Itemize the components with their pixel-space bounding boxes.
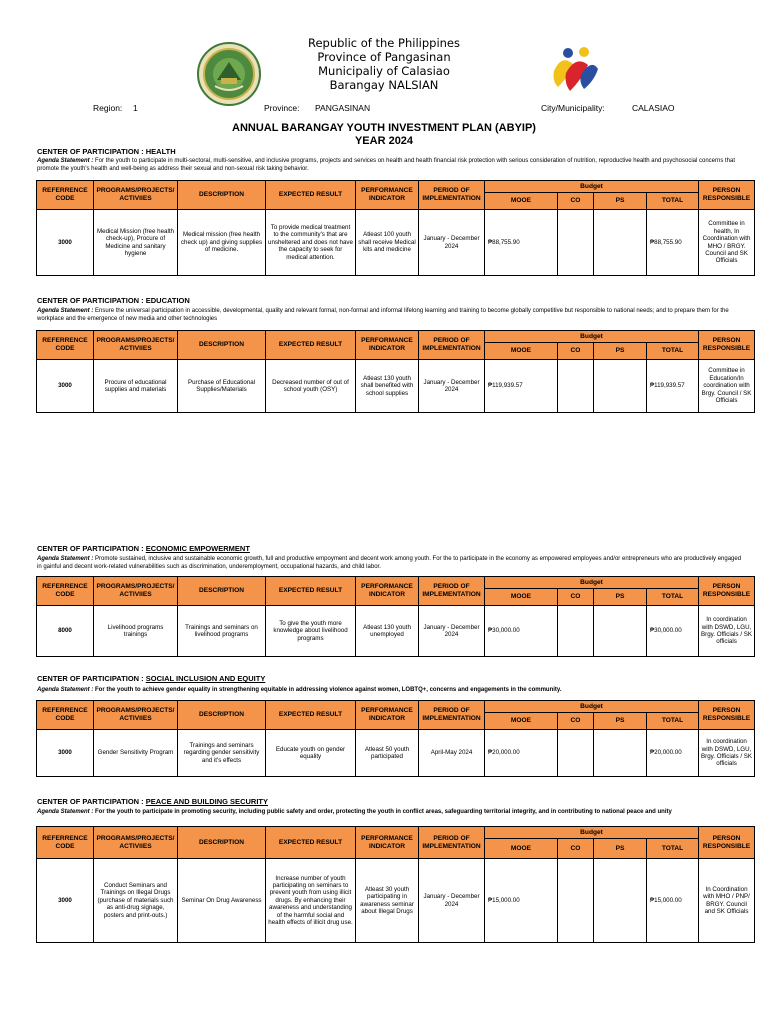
agenda-text: For the youth to participate in multi-sectoral, multi-sensitive, and inclusive programs, projects and services on health and health financial risk protection with serious consideration of nutrition, reproductive health and psychosocial concerns that promote the youth's health and well-being as address their sexual and non-sexual risk taking behavior. <box>37 158 736 172</box>
header-ps: PS <box>594 589 647 606</box>
table-row <box>37 210 755 276</box>
region-label: Region: <box>93 103 123 113</box>
header-reference-code: REFERRENCE CODE <box>37 577 94 606</box>
cell-mooe: ₱20,000.00 <box>485 730 558 777</box>
agenda-text: For the youth to participate in promoting security, including public safety and order, protecting the youth in conflict areas, safeguarding territorial integrity, and in contributing to national peace and unity <box>95 809 672 815</box>
header-ps: PS <box>594 713 647 730</box>
cell-expected-result: Increase number of youth participating on seminars to prevent youth from using illicit drugs. By enhancing their awareness and understanding of the harmful social and health effects of illicit drug use. <box>266 859 356 943</box>
cell-co <box>558 730 594 777</box>
header-period: PERIOD OF IMPLEMENTATION <box>419 181 485 210</box>
header-ps: PS <box>594 839 647 859</box>
cell-performance-indicator: Atleast 30 youth participating in awareness seminar about Illegal Drugs <box>356 859 419 943</box>
cell-person-responsible: Committee in Education/In coordination with Brgy. Council / SK Officials <box>699 360 755 413</box>
header-period: PERIOD OF IMPLEMENTATION <box>419 577 485 606</box>
municipality-line: Municipaliy of Calasiao <box>318 64 450 78</box>
header-programs: PROGRAMS/PROJECTS/ ACTIVIIES <box>94 181 178 210</box>
agenda-statement <box>37 308 742 323</box>
year-title: YEAR 2024 <box>354 135 414 147</box>
header-co: CO <box>558 589 594 606</box>
header-person-responsible: PERSON RESPONSIBLE <box>699 701 755 730</box>
header-budget: Budget <box>485 701 699 713</box>
header-person-responsible: PERSON RESPONSIBLE <box>699 827 755 859</box>
cop-name: HEALTH <box>145 147 176 156</box>
agenda-statement <box>37 158 742 173</box>
header-co: CO <box>558 343 594 360</box>
cell-reference-code: 3000 <box>37 730 94 777</box>
page-title: ANNUAL BARANGAY YOUTH INVESTMENT PLAN (ABYIP) <box>232 122 536 134</box>
cell-program: Medical Mission (free health check-up), Procure of Medicine and sanitary hygiene <box>94 210 178 276</box>
cell-period: January - December 2024 <box>419 859 485 943</box>
cell-co <box>558 859 594 943</box>
agenda-label: Agenda Statement : <box>37 556 96 562</box>
header-total: TOTAL <box>647 839 699 859</box>
investment-table <box>36 330 755 413</box>
cell-person-responsible: In Coordination with MHO / PNP/ BRGY. Council and SK Officials <box>699 859 755 943</box>
cell-performance-indicator: Atleast 130 youth shall benefited with school supplies <box>356 360 419 413</box>
agenda-statement <box>37 809 742 817</box>
header-mooe: MOOE <box>485 713 558 730</box>
header-programs: PROGRAMS/PROJECTS/ ACTIVIIES <box>94 331 178 360</box>
cell-performance-indicator: Atleast 100 youth shall receive Medical kits and medicine <box>356 210 419 276</box>
cell-person-responsible: In coordination with DSWD, LGU, Brgy. Officials / SK officials <box>699 606 755 657</box>
agenda-statement <box>37 556 742 571</box>
header-programs: PROGRAMS/PROJECTS/ ACTIVIIES <box>94 827 178 859</box>
cop-label: CENTER OF PARTICIPATION : <box>37 147 146 156</box>
cell-expected-result: To give the youth more knowledge about livelihood programs <box>266 606 356 657</box>
table-row <box>37 859 755 943</box>
cell-description: Purchase of Educational Supplies/Materials <box>178 360 266 413</box>
header-expected-result: EXPECTED RESULT <box>266 331 356 360</box>
cop-name: EDUCATION <box>145 296 190 305</box>
cell-period: April-May 2024 <box>419 730 485 777</box>
agenda-statement <box>37 687 742 695</box>
cell-mooe: ₱15,000.00 <box>485 859 558 943</box>
header-reference-code: REFERRENCE CODE <box>37 181 94 210</box>
agenda-label: Agenda Statement : <box>37 308 96 314</box>
cell-performance-indicator: Atleast 50 youth participated <box>356 730 419 777</box>
cell-total: ₱119,939.57 <box>647 360 699 413</box>
header-programs: PROGRAMS/PROJECTS/ ACTIVIIES <box>94 577 178 606</box>
header-description: DESCRIPTION <box>178 331 266 360</box>
cell-description: Seminar On Drug Awareness <box>178 859 266 943</box>
cop-label: CENTER OF PARTICIPATION : <box>37 674 146 683</box>
header-budget: Budget <box>485 827 699 839</box>
cell-reference-code: 3000 <box>37 210 94 276</box>
cell-ps <box>594 730 647 777</box>
province-label: Province: <box>264 103 300 113</box>
center-of-participation-heading <box>37 674 265 683</box>
header-budget: Budget <box>485 181 699 193</box>
cell-program: Conduct Seminars and Trainings on Illegal Drugs (purchase of materials such as anti-drug signage, posters and print-outs.) <box>94 859 178 943</box>
cell-program: Livelihood programs trainings <box>94 606 178 657</box>
header-performance-indicator: PERFORMANCE INDICATOR <box>356 701 419 730</box>
center-of-participation-heading <box>37 296 190 305</box>
investment-table <box>36 826 755 943</box>
cell-description: Trainings and seminars regarding gender sensitivity and it's effects <box>178 730 266 777</box>
cell-mooe: ₱30,000.00 <box>485 606 558 657</box>
header-mooe: MOOE <box>485 193 558 210</box>
cell-ps <box>594 859 647 943</box>
investment-table <box>36 700 755 777</box>
cell-description: Trainings and seminars on livelihood programs <box>178 606 266 657</box>
cell-expected-result: Educate youth on gender equality <box>266 730 356 777</box>
header-performance-indicator: PERFORMANCE INDICATOR <box>356 827 419 859</box>
header-total: TOTAL <box>647 589 699 606</box>
header-co: CO <box>558 193 594 210</box>
center-of-participation-heading <box>37 544 250 553</box>
header-expected-result: EXPECTED RESULT <box>266 577 356 606</box>
header-description: DESCRIPTION <box>178 827 266 859</box>
city-value: CALASIAO <box>632 103 675 113</box>
header-ps: PS <box>594 193 647 210</box>
cell-expected-result: Decreased number of out of school youth (OSY) <box>266 360 356 413</box>
cop-label: CENTER OF PARTICIPATION : <box>37 797 146 806</box>
agenda-text: Ensure the universal participation in accessible, developmental, quality and relevant formal, non-formal and informal lifelong learning and training to become globally competitive but responsible to national needs; and to prepare them for the workplace and the emergence of new media and other technologies <box>37 308 729 322</box>
header-ps: PS <box>594 343 647 360</box>
center-of-participation-heading <box>37 797 268 806</box>
agenda-text: For the youth to achieve gender equality in strengthening equitable in addressing violence against women, LOBTQ+, concerns and engagements in the community. <box>95 687 562 693</box>
cell-person-responsible: Committee in health, In Coordination with MHO / BRGY. Council and SK Officials <box>699 210 755 276</box>
cop-name: SOCIAL INCLUSION AND EQUITY <box>145 674 266 683</box>
region-value: 1 <box>133 103 138 113</box>
cell-total: ₱20,000.00 <box>647 730 699 777</box>
cell-reference-code: 3000 <box>37 859 94 943</box>
cell-mooe: ₱88,755.90 <box>485 210 558 276</box>
header-mooe: MOOE <box>485 839 558 859</box>
header-mooe: MOOE <box>485 589 558 606</box>
cell-period: January - December 2024 <box>419 210 485 276</box>
table-row <box>37 360 755 413</box>
header-total: TOTAL <box>647 343 699 360</box>
investment-table <box>36 180 755 276</box>
agenda-label: Agenda Statement : <box>37 809 96 815</box>
barangay-line: Barangay NALSIAN <box>329 78 439 92</box>
cell-program: Procure of educational supplies and materials <box>94 360 178 413</box>
province-value: PANGASINAN <box>315 103 371 113</box>
header-person-responsible: PERSON RESPONSIBLE <box>699 577 755 606</box>
republic-line: Republic of the Philippines <box>307 36 461 50</box>
city-label: City/Municipality: <box>541 103 605 113</box>
header-mooe: MOOE <box>485 343 558 360</box>
header-reference-code: REFERRENCE CODE <box>37 701 94 730</box>
header-description: DESCRIPTION <box>178 181 266 210</box>
cell-co <box>558 360 594 413</box>
cop-label: CENTER OF PARTICIPATION : <box>37 544 146 553</box>
header-person-responsible: PERSON RESPONSIBLE <box>699 181 755 210</box>
cell-expected-result: To provide medical treatment to the community's that are unsheltered and does not have the capacity to seek for medical attention. <box>266 210 356 276</box>
header-budget: Budget <box>485 577 699 589</box>
header-period: PERIOD OF IMPLEMENTATION <box>419 331 485 360</box>
sk-logo-icon <box>548 43 602 97</box>
cell-reference-code: 3000 <box>37 360 94 413</box>
header-expected-result: EXPECTED RESULT <box>266 827 356 859</box>
cell-person-responsible: In coordination with DSWD, LGU, Brgy. Officials / SK officials <box>699 730 755 777</box>
header-programs: PROGRAMS/PROJECTS/ ACTIVIIES <box>94 701 178 730</box>
header-performance-indicator: PERFORMANCE INDICATOR <box>356 181 419 210</box>
header-person-responsible: PERSON RESPONSIBLE <box>699 331 755 360</box>
province-line: Province of Pangasinan <box>317 50 451 64</box>
header-period: PERIOD OF IMPLEMENTATION <box>419 827 485 859</box>
cell-ps <box>594 360 647 413</box>
header-performance-indicator: PERFORMANCE INDICATOR <box>356 331 419 360</box>
header-total: TOTAL <box>647 713 699 730</box>
header-period: PERIOD OF IMPLEMENTATION <box>419 701 485 730</box>
agenda-label: Agenda Statement : <box>37 158 96 164</box>
agenda-text: Promote sustained, inclusive and sustainable economic growth, full and productive empoyment and decent work among youth. For the to participate in the economy as empowered employees and/or entrepreneurs who are productively engaged in gainful and decent work-related vulnerabilities such as discrimination, underemployment, occupational hazards, and child labor. <box>37 556 742 570</box>
header-description: DESCRIPTION <box>178 577 266 606</box>
cop-label: CENTER OF PARTICIPATION : <box>37 296 146 305</box>
cell-program: Gender Sensitivity Program <box>94 730 178 777</box>
cell-period: January - December 2024 <box>419 606 485 657</box>
header-expected-result: EXPECTED RESULT <box>266 181 356 210</box>
cop-name: PEACE AND BUILDING SECURITY <box>145 797 268 806</box>
cop-name: ECONOMIC EMPOWERMENT <box>145 544 250 553</box>
header-performance-indicator: PERFORMANCE INDICATOR <box>356 577 419 606</box>
cell-total: ₱15,000.00 <box>647 859 699 943</box>
cell-ps <box>594 606 647 657</box>
table-row <box>37 730 755 777</box>
header-co: CO <box>558 713 594 730</box>
cell-ps <box>594 210 647 276</box>
investment-table <box>36 576 755 657</box>
cell-performance-indicator: Atleast 130 youth unemployed <box>356 606 419 657</box>
header-description: DESCRIPTION <box>178 701 266 730</box>
cell-reference-code: 8000 <box>37 606 94 657</box>
cell-total: ₱30,000.00 <box>647 606 699 657</box>
table-row <box>37 606 755 657</box>
cell-period: January - December 2024 <box>419 360 485 413</box>
header-co: CO <box>558 839 594 859</box>
center-of-participation-heading <box>37 147 176 156</box>
cell-description: Medical mission (free health check up) and giving supplies of medicine. <box>178 210 266 276</box>
cell-total: ₱88,755.90 <box>647 210 699 276</box>
header-total: TOTAL <box>647 193 699 210</box>
header-reference-code: REFERRENCE CODE <box>37 331 94 360</box>
header-reference-code: REFERRENCE CODE <box>37 827 94 859</box>
cell-co <box>558 606 594 657</box>
cell-co <box>558 210 594 276</box>
agenda-label: Agenda Statement : <box>37 687 96 693</box>
header-expected-result: EXPECTED RESULT <box>266 701 356 730</box>
cell-mooe: ₱119,939.57 <box>485 360 558 413</box>
header-budget: Budget <box>485 331 699 343</box>
